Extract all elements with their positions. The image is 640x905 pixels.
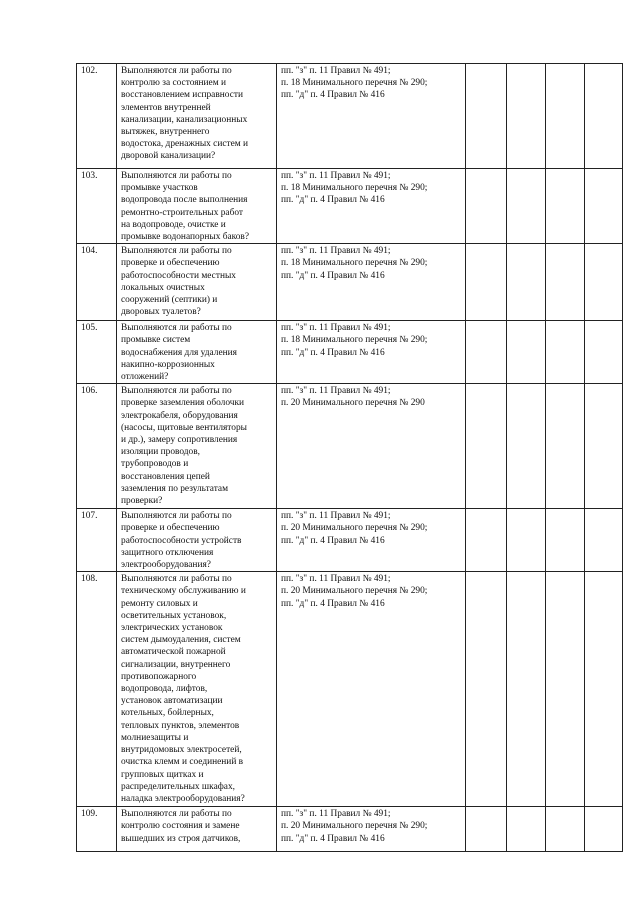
legal-reference-line: п. 20 Минимального перечня № 290; — [281, 821, 428, 832]
question-line: Выполняются ли работы по — [121, 386, 232, 397]
not-applicable-cell[interactable] — [546, 244, 585, 321]
question-cell — [117, 384, 277, 509]
not-applicable-cell[interactable] — [546, 321, 585, 384]
checklist-rows — [77, 64, 623, 852]
answer-no-cell[interactable] — [507, 321, 546, 384]
question-line: дворовой канализации? — [121, 151, 216, 162]
not-applicable-cell[interactable] — [546, 169, 585, 244]
question-line: водопровода после выполнения — [121, 195, 248, 206]
question-line: электрокабеля, оборудования — [121, 410, 238, 421]
question-line: накипно-коррозионных — [121, 359, 215, 370]
legal-reference-line: пп. "з" п. 11 Правил № 491; — [281, 511, 391, 522]
legal-reference-line: пп. "д" п. 4 Правил № 416 — [281, 833, 385, 844]
table-row — [77, 807, 623, 852]
answer-no-cell[interactable] — [507, 64, 546, 169]
question-line: сооружений (септики) и — [121, 295, 218, 306]
question-line: внутридомовых электросетей, — [121, 745, 242, 756]
legal-reference-line: пп. "з" п. 11 Правил № 491; — [281, 323, 391, 334]
question-line: техническому обслуживанию и — [121, 586, 246, 597]
question-cell — [117, 169, 277, 244]
table-row — [77, 64, 623, 169]
question-line: распределительных шкафах, — [121, 781, 235, 792]
answer-yes-cell[interactable] — [466, 384, 507, 509]
question-line: дворовых туалетов? — [121, 307, 201, 318]
legal-reference-line: пп. "з" п. 11 Правил № 491; — [281, 386, 391, 397]
not-applicable-cell[interactable] — [546, 384, 585, 509]
not-applicable-cell[interactable] — [546, 572, 585, 807]
legal-reference-line: пп. "з" п. 11 Правил № 491; — [281, 66, 391, 76]
legal-reference-line: пп. "д" п. 4 Правил № 416 — [281, 195, 385, 206]
table-row — [77, 572, 623, 807]
question-line: групповых щитках и — [121, 769, 204, 780]
question-line: Выполняются ли работы по — [121, 323, 232, 334]
legal-reference-line: п. 20 Минимального перечня № 290 — [281, 398, 425, 409]
legal-reference-cell — [277, 384, 466, 509]
question-line: ремонту силовых и — [121, 598, 198, 609]
legal-reference-line: п. 18 Минимального перечня № 290; — [281, 258, 428, 269]
row-number: 109. — [77, 807, 117, 852]
legal-reference-cell — [277, 64, 466, 169]
comment-cell[interactable] — [585, 169, 623, 244]
question-line: работоспособности устройств — [121, 535, 242, 546]
answer-yes-cell[interactable] — [466, 321, 507, 384]
question-line: систем дымоудаления, систем — [121, 635, 241, 646]
legal-reference-cell — [277, 244, 466, 321]
answer-no-cell[interactable] — [507, 807, 546, 852]
question-line: Выполняются ли работы по — [121, 66, 232, 76]
question-line: трубопроводов и — [121, 459, 189, 470]
question-line: восстановлением исправности — [121, 90, 243, 101]
table-row — [77, 169, 623, 244]
question-line: работоспособности местных — [121, 270, 236, 281]
legal-reference-line: п. 18 Минимального перечня № 290; — [281, 183, 428, 194]
question-line: вытяжек, внутреннего — [121, 127, 210, 138]
legal-reference-line: п. 18 Минимального перечня № 290; — [281, 335, 428, 346]
row-number: 103. — [77, 169, 117, 244]
checklist-table — [76, 63, 623, 852]
row-number: 105. — [77, 321, 117, 384]
question-cell — [117, 572, 277, 807]
not-applicable-cell[interactable] — [546, 509, 585, 572]
question-line: электрических установок — [121, 623, 223, 634]
not-applicable-cell[interactable] — [546, 64, 585, 169]
question-line: осветительных установок, — [121, 610, 227, 621]
question-cell — [117, 321, 277, 384]
question-line: (насосы, щитовые вентиляторы — [121, 422, 247, 433]
comment-cell[interactable] — [585, 384, 623, 509]
question-line: автоматической пожарной — [121, 647, 226, 658]
legal-reference-line: пп. "з" п. 11 Правил № 491; — [281, 809, 391, 820]
answer-no-cell[interactable] — [507, 509, 546, 572]
comment-cell[interactable] — [585, 509, 623, 572]
not-applicable-cell[interactable] — [546, 807, 585, 852]
row-number: 107. — [77, 509, 117, 572]
legal-reference-line: пп. "д" п. 4 Правил № 416 — [281, 270, 385, 281]
question-line: проверке и обеспечению — [121, 258, 220, 269]
question-line: промывке участков — [121, 183, 198, 194]
question-line: контролю за состоянием и — [121, 78, 227, 89]
legal-reference-line: пп. "д" п. 4 Правил № 416 — [281, 535, 385, 546]
question-line: промывке водонапорных баков? — [121, 232, 250, 243]
question-line: промывке систем — [121, 335, 191, 346]
legal-reference-line: пп. "д" п. 4 Правил № 416 — [281, 347, 385, 358]
legal-reference-line: п. 20 Минимального перечня № 290; — [281, 523, 428, 534]
question-line: электрооборудования? — [121, 560, 211, 571]
row-number: 106. — [77, 384, 117, 509]
answer-yes-cell[interactable] — [466, 64, 507, 169]
question-line: водостока, дренажных систем и — [121, 139, 249, 150]
legal-reference-cell — [277, 807, 466, 852]
question-line: Выполняются ли работы по — [121, 171, 232, 181]
question-line: проверке заземления оболочки — [121, 398, 245, 409]
question-line: наладка электрооборудования? — [121, 793, 245, 804]
legal-reference-line: пп. "д" п. 4 Правил № 416 — [281, 90, 385, 101]
answer-yes-cell[interactable] — [466, 169, 507, 244]
question-line: молниезащиты и — [121, 732, 189, 743]
answer-yes-cell[interactable] — [466, 807, 507, 852]
question-line: ремонтно-строительных работ — [121, 207, 244, 218]
question-line: проверке и обеспечению — [121, 523, 220, 534]
question-line: установок автоматизации — [121, 696, 223, 707]
comment-cell[interactable] — [585, 64, 623, 169]
legal-reference-cell — [277, 169, 466, 244]
comment-cell[interactable] — [585, 244, 623, 321]
legal-reference-line: п. 18 Минимального перечня № 290; — [281, 78, 428, 89]
question-line: заземления по результатам — [121, 483, 229, 494]
answer-no-cell[interactable] — [507, 572, 546, 807]
question-line: защитного отключения — [121, 547, 214, 558]
question-cell — [117, 509, 277, 572]
question-line: котельных, бойлерных, — [121, 708, 214, 719]
comment-cell[interactable] — [585, 321, 623, 384]
question-line: элементов внутренней — [121, 102, 211, 113]
answer-yes-cell[interactable] — [466, 509, 507, 572]
question-line: водоснабжения для удаления — [121, 347, 237, 358]
question-line: очистка клемм и соединений в — [121, 757, 244, 768]
legal-reference-cell — [277, 509, 466, 572]
question-line: восстановления цепей — [121, 471, 210, 482]
question-line: вышедших из строя датчиков, — [121, 833, 241, 844]
question-line: тепловых пунктов, элементов — [121, 720, 240, 731]
table-row — [77, 384, 623, 509]
question-line: и др.), замеру сопротивления — [121, 435, 238, 446]
question-line: на водопроводе, очистке и — [121, 219, 226, 230]
question-line: сигнализации, внутреннего — [121, 659, 231, 670]
legal-reference-line: пп. "з" п. 11 Правил № 491; — [281, 171, 391, 181]
question-line: отложений? — [121, 372, 169, 383]
comment-cell[interactable] — [585, 572, 623, 807]
row-number: 108. — [77, 572, 117, 807]
answer-yes-cell[interactable] — [466, 244, 507, 321]
question-line: проверки? — [121, 496, 163, 507]
row-number: 102. — [77, 64, 117, 169]
question-line: Выполняются ли работы по — [121, 511, 232, 522]
answer-yes-cell[interactable] — [466, 572, 507, 807]
row-number: 104. — [77, 244, 117, 321]
question-line: канализации, канализационных — [121, 114, 248, 125]
legal-reference-line: пп. "з" п. 11 Правил № 491; — [281, 246, 391, 257]
question-line: Выполняются ли работы по — [121, 246, 232, 257]
question-line: локальных очистных — [121, 282, 205, 293]
answer-no-cell[interactable] — [507, 244, 546, 321]
answer-no-cell[interactable] — [507, 384, 546, 509]
table-row — [77, 244, 623, 321]
question-cell — [117, 244, 277, 321]
question-line: водопровода, лифтов, — [121, 684, 208, 695]
legal-reference-cell — [277, 321, 466, 384]
question-line: контролю состояния и замене — [121, 821, 240, 832]
table-row — [77, 509, 623, 572]
question-cell — [117, 64, 277, 169]
legal-reference-line: пп. "з" п. 11 Правил № 491; — [281, 574, 391, 585]
comment-cell[interactable] — [585, 807, 623, 852]
table-row — [77, 321, 623, 384]
legal-reference-line: пп. "д" п. 4 Правил № 416 — [281, 598, 385, 609]
answer-no-cell[interactable] — [507, 169, 546, 244]
question-line: Выполняются ли работы по — [121, 809, 232, 820]
question-line: противопожарного — [121, 671, 197, 682]
question-cell — [117, 807, 277, 852]
question-line: Выполняются ли работы по — [121, 574, 232, 585]
question-line: изоляции проводов, — [121, 447, 201, 458]
legal-reference-cell — [277, 572, 466, 807]
legal-reference-line: п. 20 Минимального перечня № 290; — [281, 586, 428, 597]
